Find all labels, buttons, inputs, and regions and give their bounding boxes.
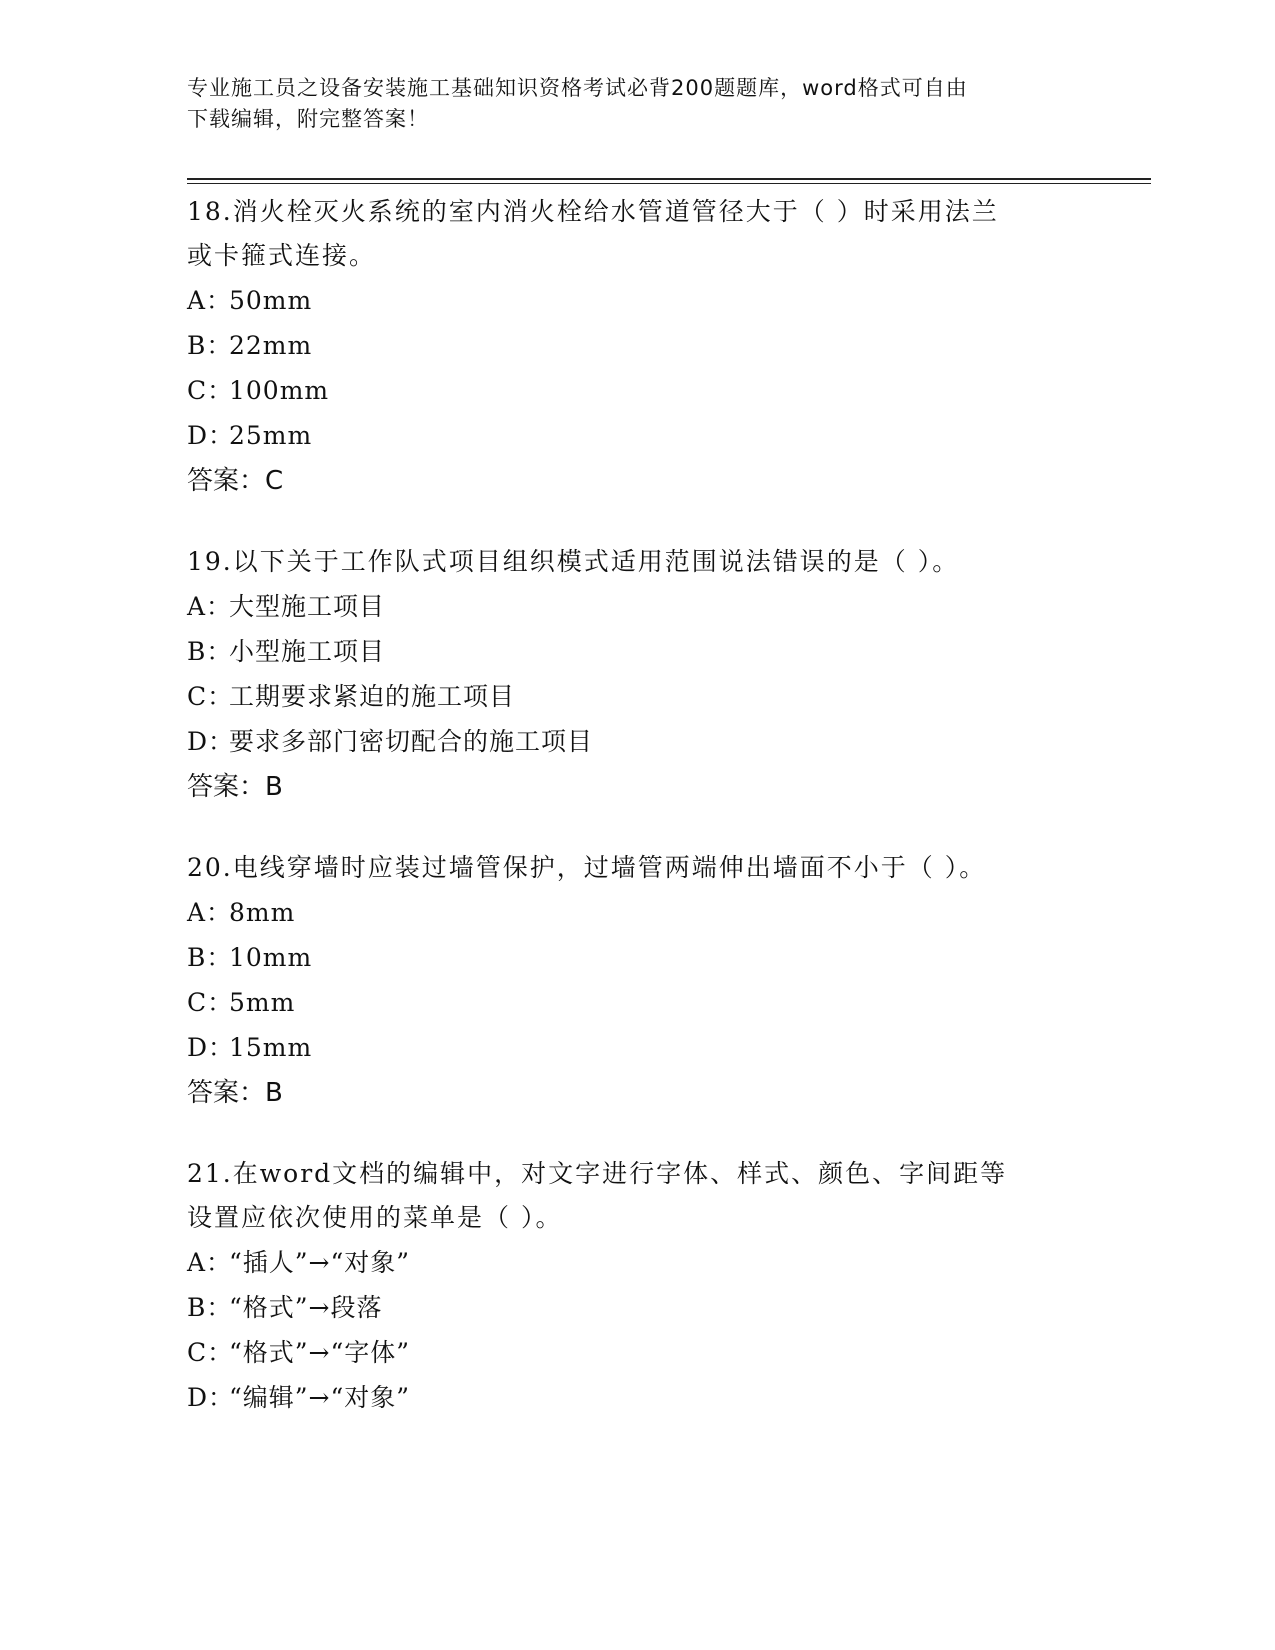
option-text: 25mm xyxy=(229,421,313,450)
option-c xyxy=(187,674,1087,719)
option-letter: C： xyxy=(187,1338,234,1367)
option-letter: A： xyxy=(187,592,233,621)
question-19 xyxy=(187,540,1087,810)
question-18 xyxy=(187,190,1087,504)
option-letter: D： xyxy=(187,1383,235,1412)
option-text: 15mm xyxy=(229,1033,313,1062)
option-a xyxy=(187,584,1087,629)
question-20 xyxy=(187,846,1087,1116)
option-letter: B： xyxy=(187,331,233,360)
question-21 xyxy=(187,1152,1087,1420)
option-text: 22mm xyxy=(229,331,313,360)
option-c xyxy=(187,368,1087,413)
header-divider-thin xyxy=(187,183,1151,184)
option-text: “格式”→段落 xyxy=(229,1293,383,1322)
option-c xyxy=(187,1330,1087,1375)
option-text: 10mm xyxy=(229,943,313,972)
question-stem-line: 设置应依次使用的菜单是（ ）。 xyxy=(187,1203,563,1232)
option-text: 8mm xyxy=(229,898,296,927)
option-b xyxy=(187,1285,1087,1330)
option-b xyxy=(187,323,1087,368)
option-text: 100mm xyxy=(229,376,330,405)
option-text: 要求多部门密切配合的施工项目 xyxy=(229,727,594,756)
answer-line: 答案：C xyxy=(187,466,284,496)
option-d xyxy=(187,1025,1087,1070)
option-b xyxy=(187,629,1087,674)
option-letter: B： xyxy=(187,637,233,666)
option-text: 小型施工项目 xyxy=(229,637,386,666)
answer-line: 答案：B xyxy=(187,772,283,802)
option-d xyxy=(187,719,1087,764)
option-b xyxy=(187,935,1087,980)
question-stem-line: 或卡箍式连接。 xyxy=(187,241,377,270)
question-list xyxy=(187,190,1087,1456)
option-d xyxy=(187,1375,1087,1420)
option-c xyxy=(187,980,1087,1025)
option-letter: D： xyxy=(187,727,235,756)
document-header xyxy=(187,73,1067,135)
option-letter: A： xyxy=(187,1248,233,1277)
option-letter: A： xyxy=(187,286,233,315)
question-stem-line: 21.在word文档的编辑中，对文字进行字体、样式、颜色、字间距等 xyxy=(187,1159,1008,1188)
option-letter: C： xyxy=(187,682,234,711)
option-a xyxy=(187,890,1087,935)
option-text: “插人”→“对象” xyxy=(229,1248,411,1277)
option-text: “编辑”→“对象” xyxy=(229,1383,411,1412)
option-letter: B： xyxy=(187,1293,233,1322)
question-stem-line: 20.电线穿墙时应装过墙管保护，过墙管两端伸出墙面不小于（ ）。 xyxy=(187,853,987,882)
header-divider-thick xyxy=(187,178,1151,180)
option-text: 50mm xyxy=(229,286,313,315)
option-letter: D： xyxy=(187,1033,235,1062)
option-text: “格式”→“字体” xyxy=(229,1338,411,1367)
header-line-2: 下载编辑，附完整答案！ xyxy=(187,107,429,131)
question-stem-line: 19.以下关于工作队式项目组织模式适用范围说法错误的是（ ）。 xyxy=(187,547,960,576)
option-a xyxy=(187,278,1087,323)
header-line-1: 专业施工员之设备安装施工基础知识资格考试必背200题题库，word格式可自由 xyxy=(187,76,968,100)
option-letter: C： xyxy=(187,376,234,405)
question-stem-line: 18.消火栓灭火系统的室内消火栓给水管道管径大于（ ）时采用法兰 xyxy=(187,197,999,226)
option-letter: B： xyxy=(187,943,233,972)
option-a xyxy=(187,1240,1087,1285)
option-letter: C： xyxy=(187,988,234,1017)
option-text: 5mm xyxy=(229,988,296,1017)
option-letter: A： xyxy=(187,898,233,927)
option-text: 大型施工项目 xyxy=(229,592,386,621)
option-d xyxy=(187,413,1087,458)
option-letter: D： xyxy=(187,421,235,450)
option-text: 工期要求紧迫的施工项目 xyxy=(229,682,516,711)
answer-line: 答案：B xyxy=(187,1078,283,1108)
